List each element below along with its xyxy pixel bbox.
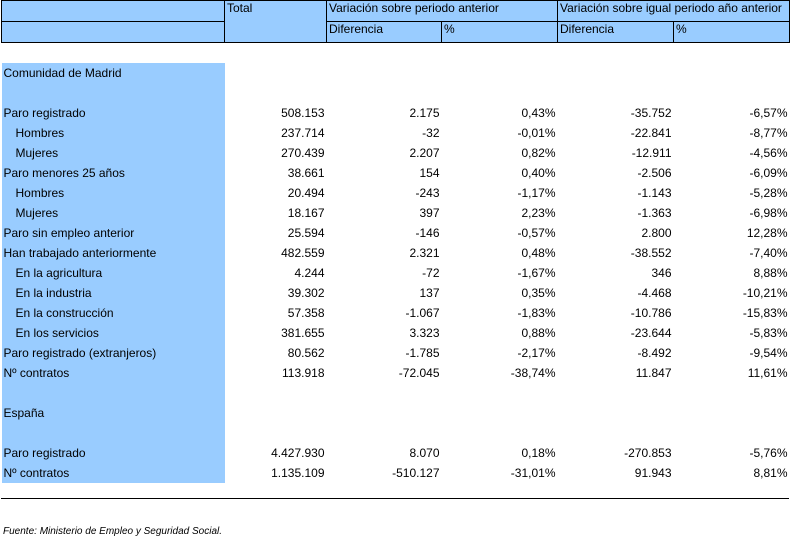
total-cell: 4.427.930 (271, 446, 325, 460)
row-label: Paro registrado (2, 103, 225, 123)
diferencia-anterior-cell: 154 (419, 166, 440, 180)
pct-igual-cell: -5,83% (749, 326, 788, 340)
row-label: En la agricultura (2, 263, 225, 283)
header-corner-sub (2, 22, 225, 43)
diferencia-igual-cell: 2.800 (641, 226, 672, 240)
spacer-row (2, 423, 790, 443)
pct-igual-cell: -5,76% (749, 446, 788, 460)
pct-igual-cell: -7,40% (749, 246, 788, 260)
diferencia-igual-cell: -1.363 (637, 206, 672, 220)
total-cell: 4.244 (294, 266, 325, 280)
pct-anterior-cell: 0,40% (521, 166, 556, 180)
total-cell: 25.594 (287, 226, 325, 240)
pct-igual-cell: 11,61% (747, 366, 788, 380)
diferencia-igual-cell: -8.492 (637, 346, 672, 360)
header-pct-2: % (674, 22, 790, 43)
diferencia-igual-cell: 91.943 (634, 466, 672, 480)
header-diferencia-1: Diferencia (327, 22, 442, 43)
row-label: Mujeres (2, 143, 225, 163)
diferencia-igual-cell: -22.841 (630, 126, 672, 140)
table-row (2, 363, 790, 383)
pct-igual-cell: -4,56% (749, 146, 788, 160)
pct-anterior-cell: 0,35% (521, 286, 556, 300)
pct-anterior-cell: -0,57% (517, 226, 556, 240)
header-diferencia-2: Diferencia (558, 22, 674, 43)
table-row (2, 243, 790, 263)
table-row (2, 303, 790, 323)
diferencia-anterior-cell: -510.127 (392, 466, 440, 480)
bottom-divider (1, 498, 789, 499)
row-label: Paro menores 25 años (2, 163, 225, 183)
diferencia-anterior-cell: 2.175 (409, 106, 440, 120)
total-cell: 1.135.109 (271, 466, 325, 480)
table-row (2, 183, 790, 203)
header-row-top (2, 1, 790, 22)
pct-anterior-cell: -1,83% (517, 306, 556, 320)
diferencia-igual-cell: 346 (651, 266, 672, 280)
pct-igual-cell: 12,28% (746, 226, 788, 240)
diferencia-anterior-cell: -1.067 (405, 306, 440, 320)
table-row (2, 123, 790, 143)
diferencia-igual-cell: -23.644 (630, 326, 672, 340)
pct-anterior-cell: -2,17% (517, 346, 556, 360)
row-label: Hombres (2, 183, 225, 203)
row-label: Nº contratos (2, 463, 225, 483)
table-row (2, 103, 790, 123)
pct-anterior-cell: 0,82% (521, 146, 556, 160)
row-label: Hombres (2, 123, 225, 143)
section-title-espana: España (2, 403, 225, 423)
header-total: Total (225, 1, 327, 43)
total-cell: 237.714 (281, 126, 325, 140)
diferencia-igual-cell: -12.911 (631, 146, 672, 160)
row-label: Nº contratos (2, 363, 225, 383)
header-var-igual: Variación sobre igual periodo año anterior (558, 1, 790, 22)
pct-igual-cell: -15,83% (742, 306, 788, 320)
row-label: En la industria (2, 283, 225, 303)
pct-anterior-cell: 0,48% (521, 246, 556, 260)
header-pct-1: % (442, 22, 558, 43)
diferencia-anterior-cell: 137 (419, 286, 440, 300)
espana-rows (2, 443, 790, 483)
diferencia-igual-cell: -35.752 (630, 106, 672, 120)
pct-anterior-cell: 0,88% (521, 326, 556, 340)
section-row-espana (2, 403, 790, 423)
diferencia-anterior-cell: 397 (419, 206, 440, 220)
spacer-row (2, 83, 790, 103)
total-cell: 38.661 (287, 166, 325, 180)
pct-igual-cell: -6,09% (749, 166, 788, 180)
pct-igual-cell: -6,57% (749, 106, 788, 120)
diferencia-anterior-cell: -72 (422, 266, 440, 280)
table-row (2, 263, 790, 283)
pct-anterior-cell: -0,01% (517, 126, 556, 140)
pct-anterior-cell: -1,67% (517, 266, 556, 280)
pct-igual-cell: -5,28% (749, 186, 788, 200)
total-cell: 18.167 (287, 206, 325, 220)
diferencia-anterior-cell: -32 (422, 126, 440, 140)
pct-anterior-cell: -38,74% (510, 366, 556, 380)
spacer-row (2, 43, 790, 64)
spacer-row (2, 383, 790, 403)
pct-anterior-cell: 0,18% (521, 446, 556, 460)
total-cell: 270.439 (281, 146, 325, 160)
row-label: Paro registrado (2, 443, 225, 463)
diferencia-anterior-cell: -243 (415, 186, 440, 200)
diferencia-igual-cell: -1.143 (637, 186, 672, 200)
total-cell: 20.494 (287, 186, 325, 200)
diferencia-igual-cell: -2.506 (637, 166, 672, 180)
table-row (2, 283, 790, 303)
total-cell: 39.302 (287, 286, 325, 300)
pct-anterior-cell: 2,23% (521, 206, 556, 220)
row-label: En los servicios (2, 323, 225, 343)
diferencia-igual-cell: -4.468 (637, 286, 672, 300)
header-row-sub (2, 22, 790, 43)
table-row (2, 203, 790, 223)
pct-igual-cell: -6,98% (749, 206, 788, 220)
table-row (2, 463, 790, 483)
total-cell: 57.358 (287, 306, 325, 320)
section-row-madrid (2, 63, 790, 83)
diferencia-anterior-cell: -72.045 (398, 366, 440, 380)
row-label: Paro sin empleo anterior (2, 223, 225, 243)
pct-igual-cell: -10,21% (742, 286, 788, 300)
pct-anterior-cell: -31,01% (510, 466, 556, 480)
pct-igual-cell: -9,54% (749, 346, 788, 360)
section-title-madrid: Comunidad de Madrid (2, 63, 225, 83)
header-var-anterior: Variación sobre periodo anterior (327, 1, 558, 22)
row-label: En la construcción (2, 303, 225, 323)
total-cell: 113.918 (282, 366, 325, 380)
pct-igual-cell: 8,81% (753, 466, 788, 480)
diferencia-igual-cell: -270.853 (624, 446, 672, 460)
madrid-rows (2, 103, 790, 383)
statistics-table (1, 0, 790, 483)
diferencia-anterior-cell: 2.207 (409, 146, 440, 160)
diferencia-anterior-cell: 3.323 (409, 326, 440, 340)
pct-igual-cell: 8,88% (753, 266, 788, 280)
table-row (2, 223, 790, 243)
total-cell: 80.562 (287, 346, 325, 360)
table-row (2, 163, 790, 183)
diferencia-igual-cell: -38.552 (630, 246, 672, 260)
diferencia-igual-cell: -10.786 (630, 306, 672, 320)
row-label: Paro registrado (extranjeros) (2, 343, 225, 363)
diferencia-anterior-cell: 2.321 (409, 246, 440, 260)
diferencia-igual-cell: 11.847 (635, 366, 672, 380)
table-row (2, 143, 790, 163)
pct-anterior-cell: -1,17% (517, 186, 556, 200)
total-cell: 482.559 (281, 246, 325, 260)
diferencia-anterior-cell: -1.785 (405, 346, 440, 360)
table-row (2, 323, 790, 343)
header-corner (2, 1, 225, 22)
diferencia-anterior-cell: -146 (415, 226, 440, 240)
pct-igual-cell: -8,77% (749, 126, 788, 140)
table-row (2, 443, 790, 463)
diferencia-anterior-cell: 8.070 (409, 446, 440, 460)
total-cell: 381.655 (281, 326, 325, 340)
source-note: Fuente: Ministerio de Empleo y Seguridad Social. (3, 526, 223, 537)
total-cell: 508.153 (281, 106, 325, 120)
row-label: Han trabajado anteriormente (2, 243, 225, 263)
table-row (2, 343, 790, 363)
pct-anterior-cell: 0,43% (521, 106, 556, 120)
row-label: Mujeres (2, 203, 225, 223)
